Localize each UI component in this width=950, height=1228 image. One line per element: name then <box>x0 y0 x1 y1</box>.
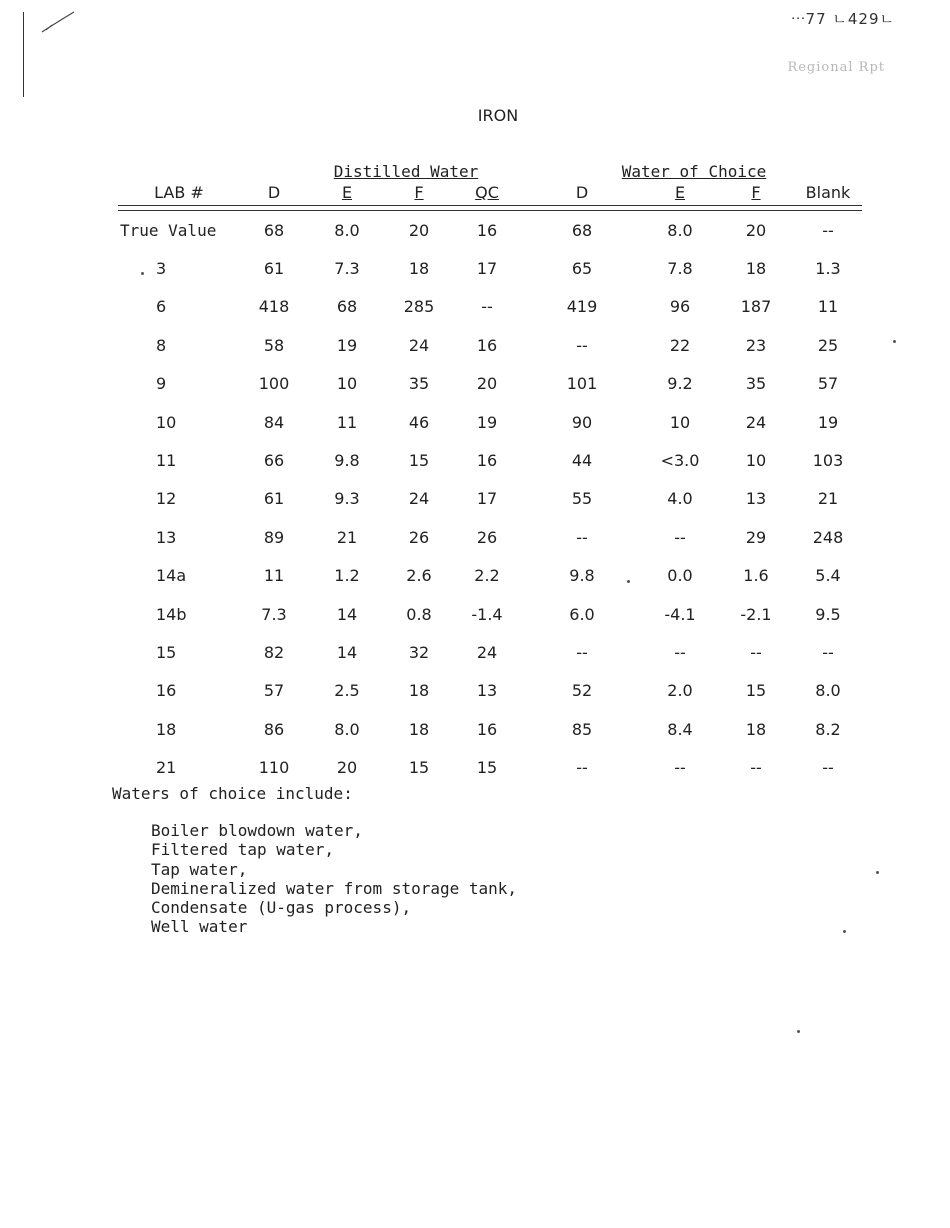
cell-lab: 15 <box>156 642 177 662</box>
table-row <box>118 557 862 595</box>
cell-choice-f: 23 <box>745 335 767 355</box>
cell-blank: 19 <box>817 412 839 432</box>
cell-choice-d: -- <box>576 758 588 778</box>
cell-choice-e: -- <box>674 527 686 547</box>
cell-distilled-f: 26 <box>408 527 430 547</box>
table-row <box>118 710 862 748</box>
cell-blank: 103 <box>812 451 844 471</box>
col-header-choice-d: D <box>575 183 589 202</box>
cell-choice-f: -2.1 <box>740 604 772 624</box>
cell-choice-d: 68 <box>571 220 593 240</box>
cell-blank: 9.5 <box>815 604 841 624</box>
cell-distilled-f: 285 <box>403 297 435 317</box>
cell-distilled-qc: 13 <box>476 681 498 701</box>
cell-distilled-qc: 15 <box>476 758 498 778</box>
table-row <box>118 288 862 326</box>
list-item: Tap water, <box>151 859 248 879</box>
cell-choice-f: 15 <box>745 681 767 701</box>
cell-distilled-qc: 16 <box>476 220 498 240</box>
table-row <box>118 480 862 518</box>
cell-lab: 9 <box>156 374 167 394</box>
cell-lab: 11 <box>156 451 177 471</box>
cell-distilled-d: 61 <box>263 259 285 279</box>
cell-choice-f: 18 <box>745 719 767 739</box>
page-title: IRON <box>477 106 519 125</box>
cell-distilled-d: 100 <box>258 374 290 394</box>
cell-choice-e: 0.0 <box>667 566 693 586</box>
cell-choice-e: -- <box>674 642 686 662</box>
cell-distilled-qc: 19 <box>476 412 498 432</box>
cell-distilled-qc: 20 <box>476 374 498 394</box>
col-header-distilled-d: D <box>267 183 281 202</box>
cell-choice-d: -- <box>576 642 588 662</box>
cell-lab: 6 <box>156 297 167 317</box>
cell-distilled-e: 8.0 <box>334 220 360 240</box>
cell-distilled-f: 32 <box>408 642 430 662</box>
cell-choice-d: 44 <box>571 451 593 471</box>
cell-choice-d: 55 <box>571 489 593 509</box>
table-row <box>118 633 862 671</box>
cell-choice-e: 8.4 <box>667 719 693 739</box>
cell-distilled-d: 57 <box>263 681 285 701</box>
cell-distilled-f: 24 <box>408 335 430 355</box>
waters-of-choice-list <box>151 821 517 937</box>
cell-blank: 11 <box>817 297 839 317</box>
cell-choice-e: 10 <box>669 412 691 432</box>
cell-blank: 5.4 <box>815 566 841 586</box>
cell-blank: 25 <box>817 335 839 355</box>
cell-distilled-f: 0.8 <box>406 604 432 624</box>
cell-distilled-f: 2.6 <box>406 566 432 586</box>
cell-choice-d: 90 <box>571 412 593 432</box>
cell-choice-e: 8.0 <box>667 220 693 240</box>
cell-distilled-qc: 16 <box>476 335 498 355</box>
cell-choice-f: 24 <box>745 412 767 432</box>
cell-distilled-f: 18 <box>408 719 430 739</box>
scan-speck <box>893 340 896 343</box>
iron-results-table <box>118 180 862 787</box>
cell-distilled-f: 20 <box>408 220 430 240</box>
cell-distilled-qc: 16 <box>476 451 498 471</box>
cell-blank: 57 <box>817 374 839 394</box>
table-row <box>118 441 862 479</box>
cell-distilled-e: 1.2 <box>334 566 360 586</box>
cell-distilled-qc: 17 <box>476 489 498 509</box>
scan-speck <box>843 930 846 933</box>
table-row <box>118 672 862 710</box>
table-row <box>118 403 862 441</box>
cell-distilled-d: 82 <box>263 642 285 662</box>
table-row <box>118 595 862 633</box>
cell-lab: 14a <box>156 566 187 586</box>
cell-blank: 8.2 <box>815 719 841 739</box>
cell-blank: 248 <box>812 527 844 547</box>
scan-speck <box>627 580 630 583</box>
col-header-lab: LAB # <box>154 183 204 202</box>
cell-blank: -- <box>822 220 834 240</box>
cell-lab: 18 <box>156 719 177 739</box>
group-header-distilled-water: Distilled Water <box>333 162 479 181</box>
cell-distilled-e: 14 <box>336 604 358 624</box>
header-double-rule <box>118 202 862 211</box>
cell-choice-f: -- <box>750 758 762 778</box>
cell-distilled-e: 8.0 <box>334 719 360 739</box>
cell-distilled-e: 7.3 <box>334 259 360 279</box>
cell-lab: 12 <box>156 489 177 509</box>
cell-choice-f: 187 <box>740 297 772 317</box>
col-header-choice-e: E <box>674 183 686 202</box>
cell-choice-f: 13 <box>745 489 767 509</box>
cell-choice-f: 18 <box>745 259 767 279</box>
cell-choice-f: 20 <box>745 220 767 240</box>
cell-choice-d: 85 <box>571 719 593 739</box>
cell-lab: 3 <box>156 259 167 279</box>
cell-lab: 21 <box>156 758 177 778</box>
table-body <box>118 211 862 787</box>
cell-choice-f: 1.6 <box>743 566 769 586</box>
cell-distilled-f: 35 <box>408 374 430 394</box>
cell-distilled-qc: 26 <box>476 527 498 547</box>
cell-distilled-e: 68 <box>336 297 358 317</box>
cell-distilled-e: 14 <box>336 642 358 662</box>
cell-choice-d: 52 <box>571 681 593 701</box>
list-item: Filtered tap water, <box>151 840 335 860</box>
table-header-row <box>118 180 862 202</box>
cell-choice-e: 7.8 <box>667 259 693 279</box>
col-header-choice-f: F <box>751 183 761 202</box>
col-header-blank: Blank <box>805 183 851 202</box>
cell-distilled-e: 9.3 <box>334 489 360 509</box>
col-header-distilled-e: E <box>341 183 353 202</box>
scan-speck <box>797 1030 800 1033</box>
cell-choice-d: 6.0 <box>569 604 595 624</box>
col-header-distilled-qc: QC <box>475 183 499 202</box>
cell-choice-d: 9.8 <box>569 566 595 586</box>
cell-choice-d: 65 <box>571 259 593 279</box>
cell-distilled-qc: -1.4 <box>471 604 503 624</box>
cell-distilled-f: 15 <box>408 451 430 471</box>
cell-choice-f: 29 <box>745 527 767 547</box>
list-item: Well water <box>151 917 248 937</box>
cell-choice-f: 35 <box>745 374 767 394</box>
cell-choice-d: 419 <box>566 297 598 317</box>
cell-distilled-e: 21 <box>336 527 358 547</box>
table-row <box>118 365 862 403</box>
faint-handwritten-note: Regional Rpt <box>787 60 885 75</box>
notes-title: Waters of choice include: <box>112 784 353 803</box>
cell-lab: True Value <box>120 220 217 240</box>
cell-lab: 14b <box>156 604 187 624</box>
cell-choice-e: -4.1 <box>664 604 696 624</box>
cell-distilled-f: 18 <box>408 259 430 279</box>
cell-distilled-d: 68 <box>263 220 285 240</box>
cell-blank: -- <box>822 642 834 662</box>
table-row <box>118 326 862 364</box>
list-item: Boiler blowdown water, <box>151 821 363 840</box>
cell-distilled-d: 66 <box>263 451 285 471</box>
cell-choice-d: 101 <box>566 374 598 394</box>
group-header-water-of-choice: Water of Choice <box>621 162 767 181</box>
cell-blank: -- <box>822 758 834 778</box>
cell-distilled-e: 19 <box>336 335 358 355</box>
cell-lab: 13 <box>156 527 177 547</box>
table-row <box>118 211 862 249</box>
cell-distilled-d: 110 <box>258 758 290 778</box>
cell-lab: 8 <box>156 335 167 355</box>
cell-choice-e: -- <box>674 758 686 778</box>
table-row <box>118 518 862 556</box>
cell-distilled-d: 89 <box>263 527 285 547</box>
scan-speck <box>876 871 879 874</box>
table-row <box>118 249 862 287</box>
cell-distilled-qc: 24 <box>476 642 498 662</box>
list-item: Condensate (U-gas process), <box>151 898 412 918</box>
cell-choice-f: 10 <box>745 451 767 471</box>
cell-distilled-d: 418 <box>258 297 290 317</box>
table-row <box>118 748 862 786</box>
handwritten-code: ᐧᐧᐧ77 ㄴ429ㄴ <box>791 10 895 28</box>
cell-distilled-f: 24 <box>408 489 430 509</box>
cell-distilled-d: 86 <box>263 719 285 739</box>
cell-distilled-e: 9.8 <box>334 451 360 471</box>
cell-lab: 16 <box>156 681 177 701</box>
cell-choice-e: 4.0 <box>667 489 693 509</box>
cell-distilled-qc: -- <box>481 297 493 317</box>
cell-distilled-f: 18 <box>408 681 430 701</box>
cell-distilled-e: 11 <box>336 412 358 432</box>
cell-choice-d: -- <box>576 527 588 547</box>
cell-distilled-e: 10 <box>336 374 358 394</box>
cell-choice-f: -- <box>750 642 762 662</box>
cell-blank: 21 <box>817 489 839 509</box>
cell-distilled-qc: 2.2 <box>474 566 500 586</box>
scan-speck <box>141 272 144 275</box>
margin-rule <box>23 12 24 97</box>
pen-stroke-mark <box>40 10 76 34</box>
col-header-distilled-f: F <box>414 183 424 202</box>
list-item: Demineralized water from storage tank, <box>151 878 518 898</box>
cell-blank: 8.0 <box>815 681 841 701</box>
cell-distilled-qc: 16 <box>476 719 498 739</box>
cell-choice-e: 2.0 <box>667 681 693 701</box>
cell-blank: 1.3 <box>815 259 841 279</box>
cell-distilled-d: 11 <box>263 566 285 586</box>
cell-choice-e: 9.2 <box>667 374 693 394</box>
cell-distilled-d: 84 <box>263 412 285 432</box>
cell-distilled-d: 61 <box>263 489 285 509</box>
cell-distilled-d: 58 <box>263 335 285 355</box>
cell-distilled-qc: 17 <box>476 259 498 279</box>
cell-distilled-f: 15 <box>408 758 430 778</box>
cell-distilled-f: 46 <box>408 412 430 432</box>
cell-choice-e: 22 <box>669 335 691 355</box>
cell-choice-e: 96 <box>669 297 691 317</box>
cell-distilled-d: 7.3 <box>261 604 287 624</box>
cell-choice-e: <3.0 <box>660 451 700 471</box>
cell-distilled-e: 20 <box>336 758 358 778</box>
cell-distilled-e: 2.5 <box>334 681 360 701</box>
cell-choice-d: -- <box>576 335 588 355</box>
cell-lab: 10 <box>156 412 177 432</box>
